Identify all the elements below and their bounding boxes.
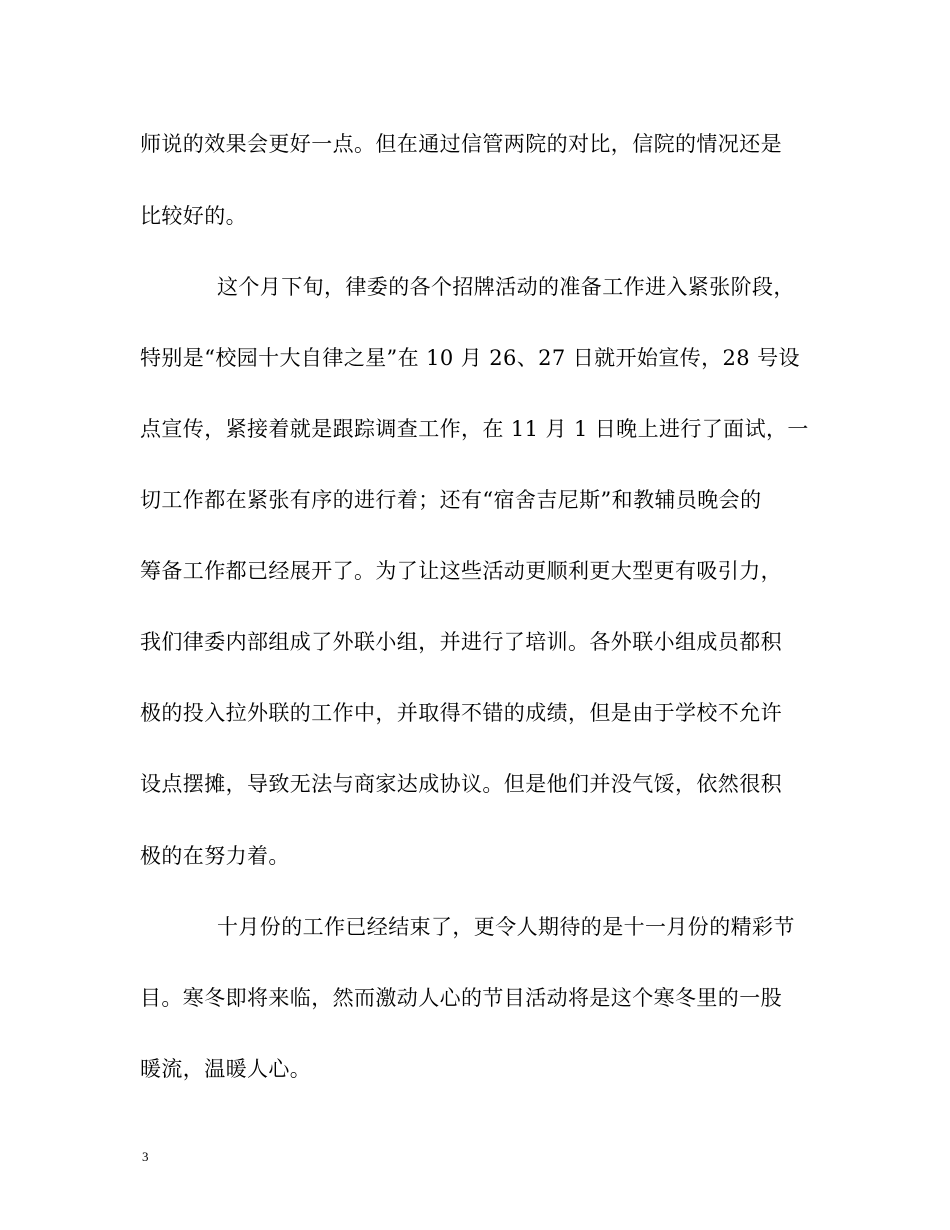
text-line-11: 极的在努力着。 bbox=[140, 844, 290, 868]
text-line-8: 我们律委内部组成了外联小组，并进行了培训。各外联小组成员都积 bbox=[140, 630, 782, 654]
text-line-9: 极的投入拉外联的工作中，并取得不错的成绩，但是由于学校不允许 bbox=[140, 701, 782, 725]
text-line-7: 筹备工作都已经展开了。为了让这些活动更顺利更大型更有吸引力， bbox=[140, 559, 782, 583]
text-line-1: 师说的效果会更好一点。但在通过信管两院的对比，信院的情况还是 bbox=[140, 132, 782, 156]
text-line-14: 暖流，温暖人心。 bbox=[140, 1057, 312, 1081]
text-line-5: 点宣传，紧接着就是跟踪调查工作，在 11 月 1 日晚上进行了面试，一 bbox=[140, 417, 809, 441]
text-line-6: 切工作都在紧张有序的进行着；还有“宿舍吉尼斯”和教辅员晚会的 bbox=[140, 488, 762, 512]
paragraph-start-line-12: 十月份的工作已经结束了，更令人期待的是十一月份的精彩节 bbox=[217, 915, 795, 939]
text-line-13: 目。寒冬即将来临，然而激动人心的节目活动将是这个寒冬里的一股 bbox=[140, 986, 782, 1010]
paragraph-start-line-3: 这个月下旬，律委的各个招牌活动的准备工作进入紧张阶段， bbox=[217, 275, 795, 299]
text-line-10: 设点摆摊，导致无法与商家达成协议。但是他们并没气馁，依然很积 bbox=[140, 772, 782, 796]
text-line-2: 比较好的。 bbox=[140, 204, 247, 228]
text-line-4: 特别是“校园十大自律之星”在 10 月 26、27 日就开始宣传，28 号设 bbox=[140, 346, 800, 370]
page-number: 3 bbox=[142, 1149, 149, 1164]
